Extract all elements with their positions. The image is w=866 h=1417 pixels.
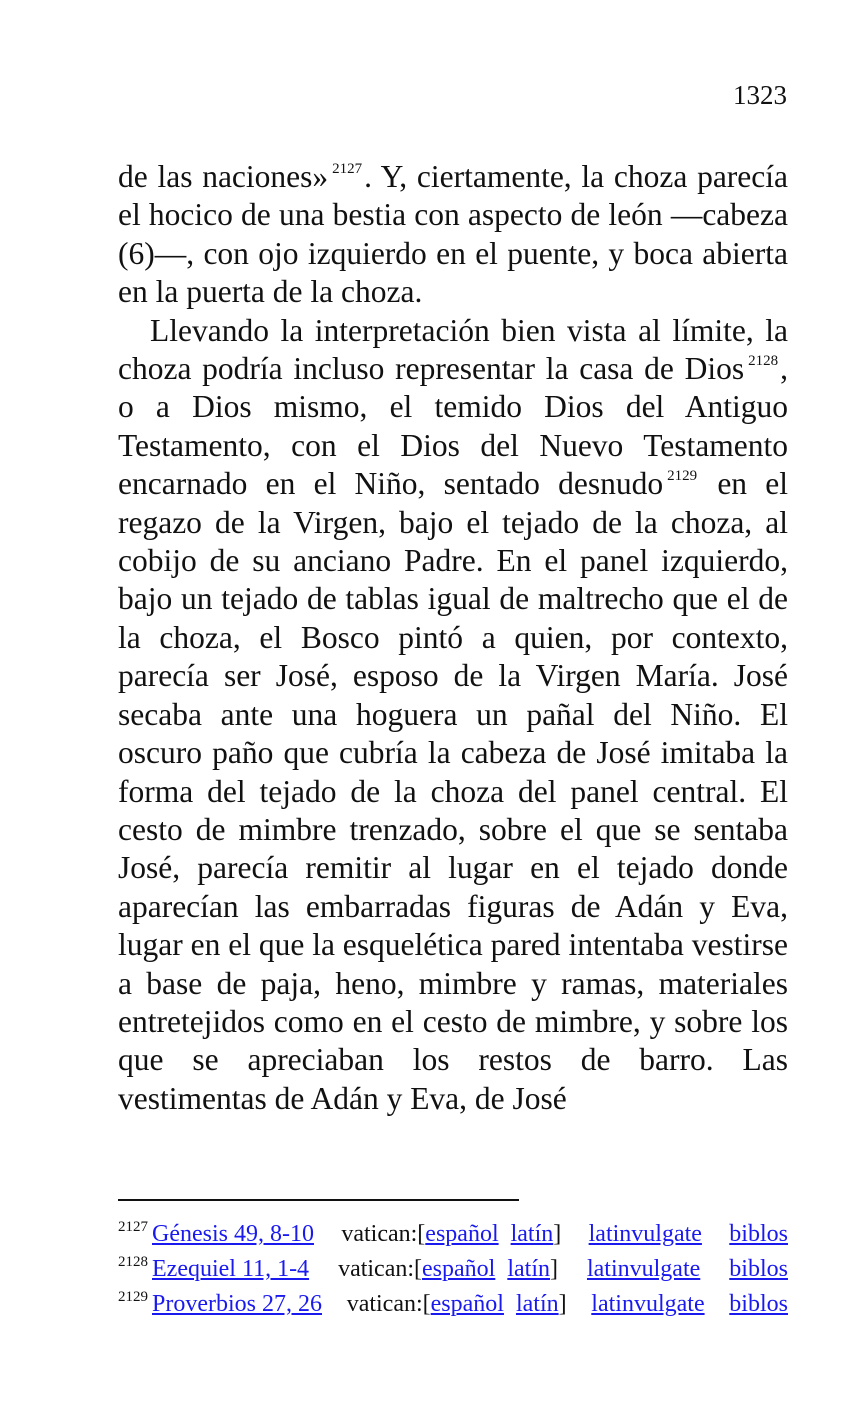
latin-link[interactable]: latín bbox=[507, 1256, 550, 1282]
paragraph-text: en el regazo de la Virgen, bajo el tejado de la choza, al cobijo de su anciano Padre. En el panel izquierdo, bajo un tejado de tablas igual de maltrecho que el de la choza, el Bosco pintó a quien, por contexto, parecía ser José, esposo de la Virgen María. José secaba ante una hoguera un pañal del Niño. El oscuro paño que cubría la cabeza de José imitaba la forma del tejado de la choza del panel central. El cesto de mimbre trenzado, sobre el que se sentaba José, parecía remitir al lugar en el tejado donde aparecían las embarradas figuras de Adán y Eva, lugar en el que la esquelética pared intentaba vestirse a base de paja, heno, mimbre y ramas, materiales entretejidos como en el cesto de mimbre, y sobre los que se apreciaban los restos de barro. Las vestimentas de Adán y Eva, de José bbox=[118, 466, 789, 1116]
latin-link[interactable]: latín bbox=[510, 1221, 554, 1247]
vatican-sources bbox=[341, 1218, 561, 1250]
paragraph bbox=[118, 312, 788, 1119]
paragraph bbox=[118, 158, 788, 312]
vatican-sources bbox=[347, 1288, 567, 1320]
vatican-label: vatican:[ bbox=[338, 1256, 423, 1282]
vatican-sources bbox=[338, 1253, 558, 1285]
page-number: 1323 bbox=[733, 80, 787, 110]
scripture-reference-link[interactable]: Proverbios 27, 26 bbox=[152, 1291, 322, 1317]
bracket-close: ] bbox=[553, 1221, 562, 1247]
paragraph-text: Llevando la interpretación bien vista al límite, la choza podría incluso representar la casa de Dios bbox=[118, 312, 788, 387]
footnote-reference[interactable]: 2127 bbox=[332, 161, 363, 177]
latinvulgate-link[interactable]: latinvulgate bbox=[591, 1291, 705, 1317]
latin-link[interactable]: latín bbox=[515, 1291, 559, 1317]
espanol-link[interactable]: español bbox=[430, 1291, 504, 1317]
bracket-close: ] bbox=[549, 1256, 558, 1282]
scripture-reference-link[interactable]: Génesis 49, 8-10 bbox=[152, 1221, 314, 1247]
biblos-link[interactable]: biblos bbox=[729, 1291, 788, 1317]
biblos-link[interactable]: biblos bbox=[729, 1256, 788, 1282]
biblos-link[interactable]: biblos bbox=[729, 1221, 788, 1247]
scripture-reference-link[interactable]: Ezequiel 11, 1-4 bbox=[152, 1256, 310, 1282]
footnote-reference[interactable]: 2129 bbox=[667, 468, 698, 485]
vatican-label: vatican:[ bbox=[341, 1221, 426, 1247]
latinvulgate-link[interactable]: latinvulgate bbox=[586, 1256, 701, 1282]
footnote-number: 2129 bbox=[118, 1289, 148, 1305]
footnote-lead bbox=[118, 1288, 322, 1323]
vatican-label: vatican:[ bbox=[346, 1291, 431, 1317]
footnote-2127 bbox=[118, 1218, 788, 1253]
bracket-close: ] bbox=[558, 1291, 567, 1317]
espanol-link[interactable]: español bbox=[422, 1256, 496, 1282]
footnote-2128 bbox=[118, 1253, 788, 1288]
body-text bbox=[118, 158, 788, 1118]
footnote-number: 2127 bbox=[118, 1219, 148, 1235]
footnote-reference[interactable]: 2128 bbox=[748, 353, 779, 370]
footnote-number: 2128 bbox=[118, 1254, 148, 1270]
latinvulgate-link[interactable]: latinvulgate bbox=[588, 1221, 702, 1247]
paragraph-text: de las naciones» bbox=[118, 159, 329, 194]
footnote-rule bbox=[118, 1199, 519, 1201]
paragraph-text: . Y, ciertamente, la choza parecía el hocico de una bestia con aspecto de león —cabeza (6)—, con ojo izquierdo en el puente, y boca abierta en la puerta de la choza. bbox=[118, 159, 788, 310]
paragraph-text: , o a Dios mismo, el temido Dios del Antiguo Testamento, con el Dios del Nuevo Testamento encarnado en el Niño, sentado desnudo bbox=[118, 351, 788, 502]
footnote-2129 bbox=[118, 1288, 788, 1323]
espanol-link[interactable]: español bbox=[425, 1221, 499, 1247]
footnotes bbox=[118, 1218, 788, 1323]
